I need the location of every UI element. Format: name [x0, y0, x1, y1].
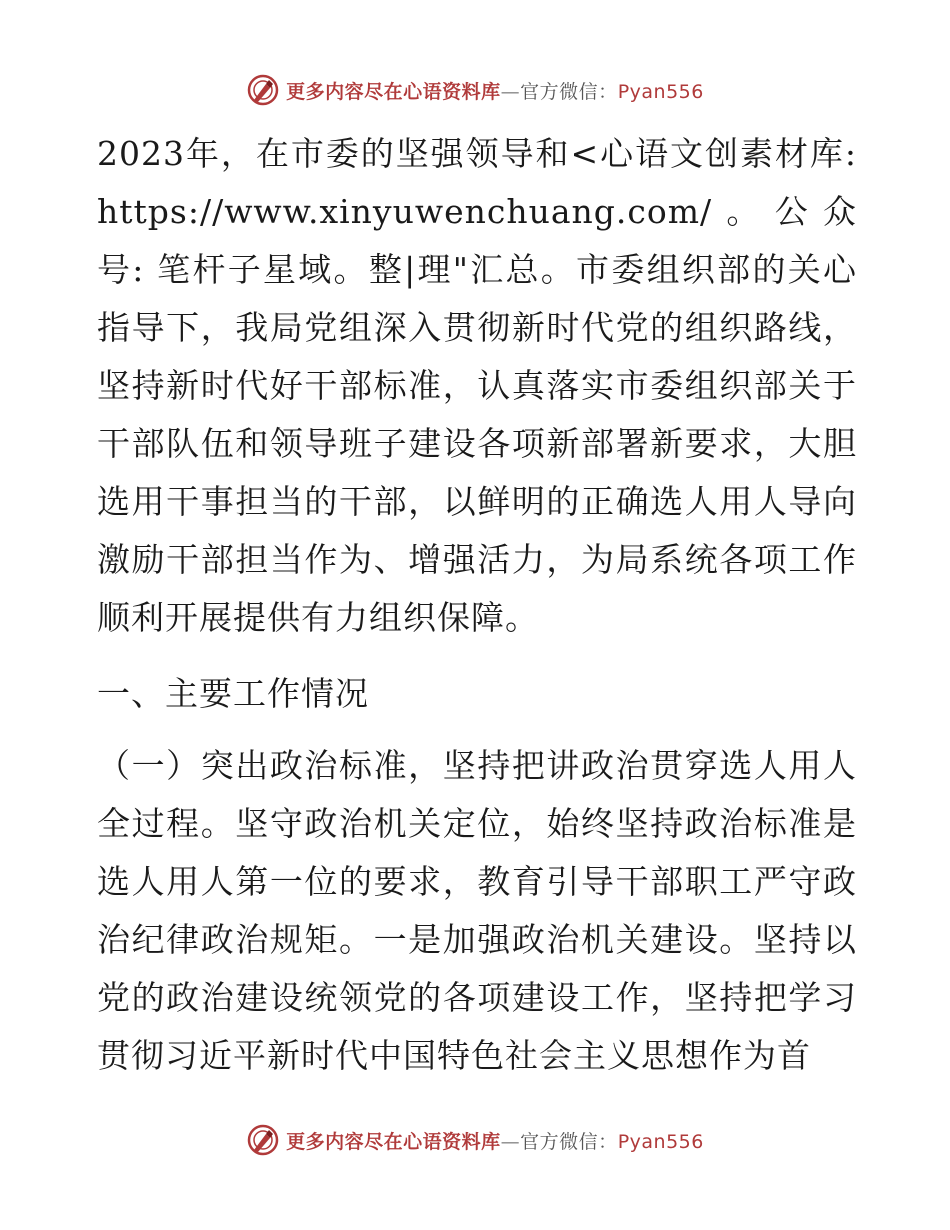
banner-brand-text: 更多内容尽在心语资料库	[286, 80, 501, 103]
banner-text	[286, 77, 704, 104]
banner-wechat-id: Pyan556	[617, 1130, 704, 1153]
banner-brand-text: 更多内容尽在心语资料库	[286, 1130, 501, 1153]
pen-nib-logo-icon	[246, 73, 280, 107]
header-watermark-banner	[0, 70, 950, 110]
banner-text	[286, 1127, 704, 1154]
banner-dash: —	[500, 1130, 521, 1153]
banner-official-label: 官方微信：	[520, 1130, 618, 1153]
section-heading: 一、主要工作情况	[97, 674, 369, 713]
banner-wechat-id: Pyan556	[617, 80, 704, 103]
footer-watermark-banner	[0, 1120, 950, 1160]
body-paragraph: （一）突出政治标准，坚持把讲政治贯穿选人用人全过程。坚守政治机关定位，始终坚持政治标准是选人用人第一位的要求，教育引导干部职工严守政治纪律政治规矩。一是加强政治机关建设。坚持以党的政治建设统领党的各项建设工作，坚持把学习贯彻习近平新时代中国特色社会主义思想作为首	[97, 746, 857, 1075]
banner-dash: —	[500, 80, 521, 103]
document-body	[97, 125, 857, 1085]
intro-paragraph: 2023年，在市委的坚强领导和<心语文创素材库: https://www.xinyuwenchuang.com/。公众号: 笔杆子星域。整|理"汇总。市委组织部的关心指导下，我局党组深入贯彻新时代党的组织路线，坚持新时代好干部标准，认真落实市委组织部关于干部队伍和领导班子建设各项新部署新要求，大胆选用干事担当的干部，以鲜明的正确选人用人导向激励干部担当作为、增强活力，为局系统各项工作顺利开展提供有力组织保障。	[97, 134, 857, 637]
pen-nib-logo-icon	[246, 1123, 280, 1157]
banner-official-label: 官方微信：	[520, 80, 618, 103]
